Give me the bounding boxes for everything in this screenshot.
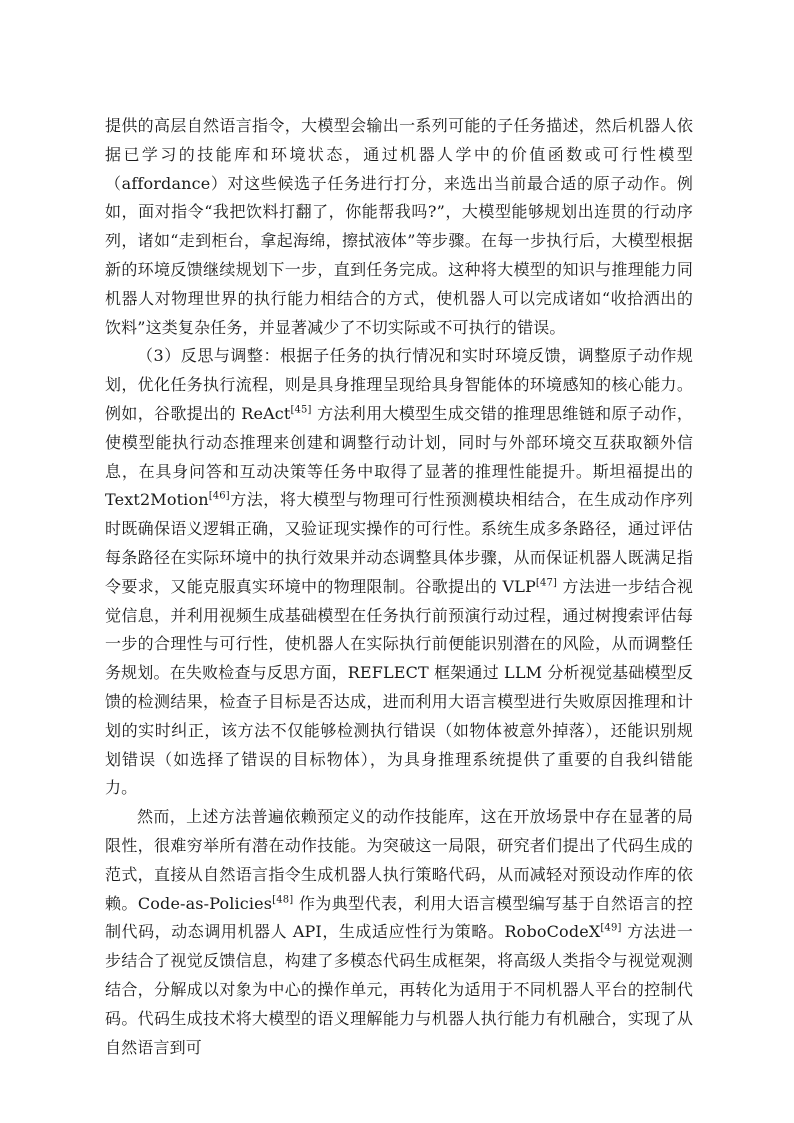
document-page [105, 112, 693, 1062]
paragraph-1-text: 提供的高层自然语言指令，大模型会输出一系列可能的子任务描述，然后机器人依据已学习的技能库和环境状态，通过机器人学中的价值函数或可行性模型（affordance）对这些候选子任务进行打分，来选出当前最合适的原子动作。例如，面对指令“我把饮料打翻了，你能帮我吗?”，大模型能够规划出连贯的行动序列，诸如“走到柜台，拿起海绵，擦拭液体”等步骤。在每一步执行后，大模型根据新的环境反馈继续规划下一步，直到任务完成。这种将大模型的知识与推理能力同机器人对物理世界的执行能力相结合的方式，使机器人可以完成诸如“收拾洒出的饮料”这类复杂任务，并显著减少了不切实际或不可执行的错误。 [105, 116, 693, 337]
citation-robocodex: [49] [600, 922, 622, 934]
citation-vlp: [47] [535, 577, 558, 589]
paragraph-task-decomposition [105, 112, 693, 342]
citation-react: [45] [290, 404, 312, 416]
citation-text2motion: [46] [208, 491, 230, 503]
paragraph-code-generation [105, 803, 693, 1062]
paragraph-3-text-part-3: 方法进一步结合了视觉反馈信息，构建了多模态代码生成框架，将高级人类指令与视觉观测结合，分解成以对象为中心的操作单元，再转化为适用于不同机器人平台的控制代码。代码生成技术将大模型的语义理解能力与机器人执行能力有机融合，实现了从自然语言到可 [105, 922, 693, 1057]
paragraph-reflection-adjustment [105, 342, 693, 803]
paragraph-3-text-part-2: 作为典型代表，利用大语言模型编写基于自然语言的控制代码，动态调用机器人 API，生成适应性行为策略。RoboCodeX [105, 893, 693, 942]
paragraph-3-text-part-1: 然而，上述方法普遍依赖预定义的动作技能库，这在开放场景中存在显著的局限性，很难穷举所有潜在动作技能。为突破这一局限，研究者们提出了代码生成的范式，直接从自然语言指令生成机器人执行策略代码，从而减轻对预设动作库的依赖。Code-as-Policies [105, 807, 693, 913]
paragraph-2-text-part-1: （3）反思与调整：根据子任务的执行情况和实时环境反馈，调整原子动作规划，优化任务执行流程，则是具身推理呈现给具身智能体的环境感知的核心能力。例如，谷歌提出的 ReAct [105, 346, 693, 423]
paragraph-2-text-part-3: 方法，将大模型与物理可行性预测模块相结合，在生成动作序列时既确保语义逻辑正确，又验证现实操作的可行性。系统生成多条路径，通过评估每条路径在实际环境中的执行效果并动态调整具体步骤，从而保证机器人既满足指令要求，又能克服真实环境中的物理限制。谷歌提出的 VLP [105, 490, 693, 596]
paragraph-2-text-part-2: 方法利用大模型生成交错的推理思维链和原子动作，使模型能执行动态推理来创建和调整行动计划，同时与外部环境交互获取额外信息，在具身问答和互动决策等任务中取得了显著的推理性能提升。斯坦福提出的Text2Motion [105, 403, 693, 510]
citation-code-as-policies: [48] [272, 894, 294, 906]
paragraph-2-text-part-4: 方法进一步结合视觉信息，并利用视频生成基础模型在任务执行前预演行动过程，通过树搜索评估每一步的合理性与可行性，使机器人在实际执行前便能识别潜在的风险，从而调整任务规划。在失败检查与反思方面，REFLECT 框架通过 LLM 分析视觉基础模型反馈的检测结果，检查子目标是否达成，进而利用大语言模型进行失败原因推理和计划的实时纠正，该方法不仅能够检测执行错误（如物体被意外掉落），还能识别规划错误（如选择了错误的目标物体），为具身推理系统提供了重要的自我纠错能力。 [105, 576, 693, 798]
